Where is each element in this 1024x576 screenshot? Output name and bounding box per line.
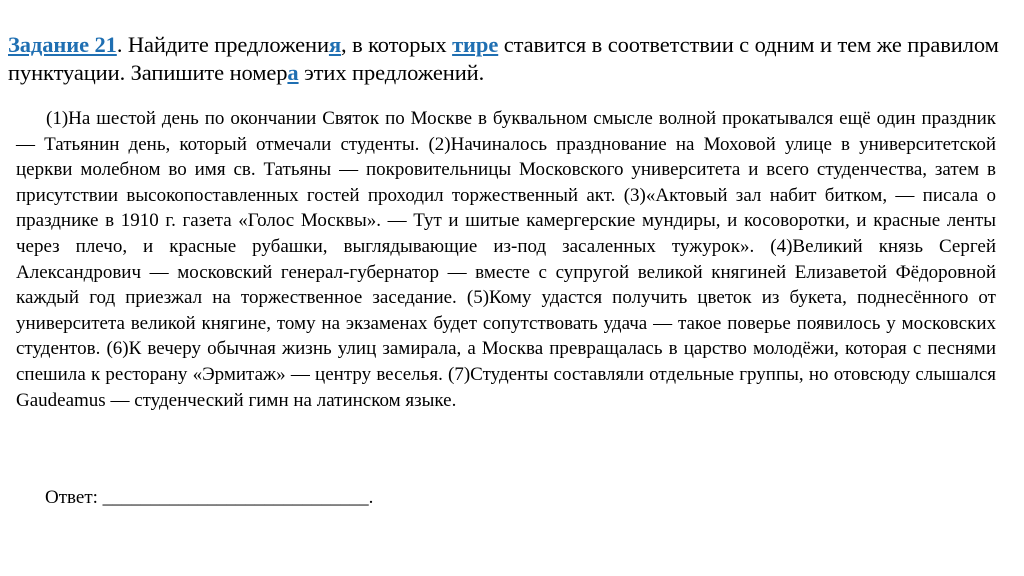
- task-number-link[interactable]: Задание 21: [8, 32, 117, 57]
- answer-blank[interactable]: ____________________________.: [102, 487, 374, 508]
- task-highlight-ya[interactable]: я: [328, 32, 342, 57]
- task-text-part1: . Найдите предложени: [116, 32, 329, 57]
- task-text-part4: этих предложений.: [298, 60, 485, 85]
- answer-line: [45, 485, 373, 511]
- task-text-part2: , в которых: [341, 32, 453, 57]
- task-text-part3: ставится в соответствии с одним и тем же правилом пунктуации. Запишите номер: [8, 32, 999, 85]
- task-instruction: [8, 31, 1020, 87]
- answer-label: Ответ:: [45, 487, 103, 508]
- task-highlight-tire[interactable]: тире: [452, 32, 499, 57]
- reading-passage: (1)На шестой день по окончании Святок по Москве в буквальном смысле волной прокатывался ещё один праздник — Татьянин день, который отмечали студенты. (2)Начиналось празднование на Моховой улице в университетской церкви молебном во имя св. Татьяны — покровительницы Московского университета и всего студенчества, затем в присутствии высокопоставленных гостей проходил торжественный акт. (3)«Актовый зал набит битком, — писала о празднике в 1910 г. газета «Голос Москвы». — Тут и шитые камергерские мундиры, и косоворотки, и красные ленты через плечо, и красные рубашки, выглядывающие из-под засаленных тужурок». (4)Великий князь Сергей Александрович — московский генерал-губернатор — вместе с супругой великой княгиней Елизаветой Фёдоровной каждый год приезжал на торжественное заседание. (5)Кому удастся получить цветок из букета, поднесённого от университета великой княгине, тому на экзаменах будет сопутствовать удача — такое поверье появилось у московских студентов. (6)К вечеру обычная жизнь улиц замирала, а Москва превращалась в царство молодёжи, которая с песнями спешила к ресторану «Эрмитаж» — центру веселья. (7)Студенты составляли отдельные группы, но отовсюду слышался Gaudeamus — студенческий гимн на латинском языке.: [16, 108, 996, 411]
- task-highlight-a[interactable]: а: [287, 60, 299, 85]
